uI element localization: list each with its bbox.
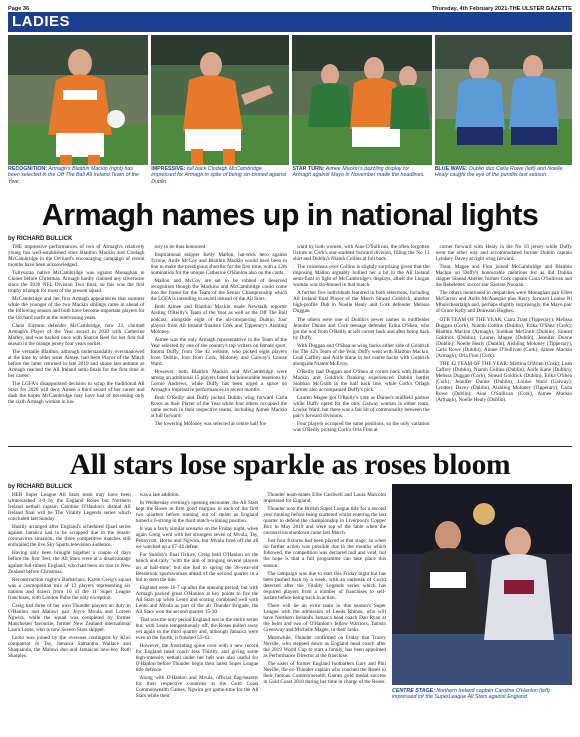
article2-paragraph: The sister of former England footballers Gary and Phil Neville, the ex-Thunder captain who coached the Roses to their famous Commonwealth Games gold medal success in Gold Coast 2018 during her time in charge of the Roses. [263,661,387,686]
page-date-line: Thursday, 4th February 2021-THE ULSTER GAZETTE [431,5,572,12]
netball-photo-caption: CENTRE STAGE: Northern Ireland captain Caroline O'Hanlon (left) impressed for the SuperLeague All Stars against England. [392,688,550,701]
article2-paragraph: In Wednesday evening's opening encounter, the All Stars kept the Roses in firm good margins in each of the first two quarters before running out of steam as England turned a 6-strong in the third match-winning position. [135,500,259,525]
article2-paragraph: Greig had three of her own Thunder players on duty in O'Hanlon and Malawi pair Joyce Mvula and Loreen Ngwira, while the squad was completed by former Manchester favourite, former New Zealand international Laura Leoto, who is now Severn Stars skipper. [8,602,131,633]
article1-paragraph: Clann Eireann defender McCambridge, now 23, claimed Armagh's Player of the Year award in 2020 with Catherine Marley, and was backed once with Sharon Reel for her first full season in the orange jersey four years earlier. [8,322,145,347]
photo-caption-3: STAR TURN: Aimee Mackin's dazzling display for Armagh against Mayo in November made the headlines. [292,166,425,179]
article1-paragraph: ward by both women, with Aine O'Sullivan, the often forgotten fixture in Cork's star-studded forward division, filling the No 13 shirt and Dublin's Niamh Collins at full back. [293,244,430,263]
photo-netball-match [392,484,572,685]
photo-strip [8,35,572,165]
article1-paragraph: Inspirational skipper Kelly Mallon, hat-trick hero against Tyrone, Aoife McCoy and Blaithin Mackin would have been in line to make the prestigious shortlist for the first time, with a 12th nomination for the unique Catherine O'Hanlon also on the cards. [150,252,287,277]
article1-paragraph: Mallon and McCoy are set to be robbed of deserved recognition though the Mackins and McCambridge could come into the frame for the Team of the Senior Championship which the LGFA is intending to award instead of the All Stars. [150,278,287,303]
article1-paragraph: Four players occupied the same positions, so the only variation was O'Reilly picking Cork's Orla Finn at [293,421,430,434]
article1-paragraph: THE 42 TEAM OF THE YEAR: Martina O'Brien (Cork); Leah Caffrey (Dublin), Niamh Collins (Dublin), Aoife Kane (Dublin); Melissa Duggan (Cork), Sinead Goldrick (Dublin), Erika O'Shea (Cork); Jennifer Dunne (Dublin), Louise Ward (Galway); Lyndsey Davey (Dublin), Aishling Moloney (Tipperary), Carla Rowe (Dublin); Aine O'Sullivan (Cork), Aimee Mackin (Armagh), Noelle Healy (Dublin). [435,360,572,404]
article2-paragraph: It was a fairly similar scenario on the Friday night, when again Greig went with her strongest seven of Mvula, Tay, Pennycott, Horns and Ngwira, but Mvula fired off the all we watched up a 67-44 defeat. [135,526,259,551]
article2-headline: All stars lose sparkle as roses bloom [69,449,511,481]
article1-paragraph: McCambridge and her first Armagh appearances that summer while the younger of the two Mackin siblings came in ahead of the following season and both have become important players for the Orchard outfit in the intervening years. [8,296,145,321]
article2-paragraph: Thunder team-mates Ellie Cardwell and Laura Malcolm impressed for England. [263,492,387,505]
article2-paragraph: However, the frustrating spine over with a new record for England head coach Jess Thirlby, and giving some high-intensity netball under her belt was also useful for O'Hanlon before Thunder begin their latest Super League title defence. [135,643,259,674]
article2-paragraph: Meanwhile, Thunder confirmed on Friday that Tracey Neville, who stepped down as England head coach after the 2019 World Cup to start a family, has been appointed as Performance Director at the franchise. [263,635,387,660]
article2-paragraph: Hastily arranged after England's scheduled Quad series against Jamaica had to be scrapped due to the drastic coronavirus situation, the three competitive matches still enthralled the live Sky Sports television audience. [8,524,131,549]
caption-strip [8,166,572,196]
article1-paragraph: Lauren Magee got O'Reilly's vote as Dunne's midfield partner while Duffy opted for the only Galway woman in either team, Louise Ward, but there was a fair bit of commonality between the pair's forward divisions. [293,395,430,420]
article2-paragraph: Reconstruction rugby's Barbarians, Karen Greig's squad was a cosmopolitan mix of 13 players representing six nations and drawn from 10 of the 11 Super League franchises, with London Pulse the only exception. [8,576,131,601]
article1-paragraph: However, both Blaithin Mackin and McCambridge were among an additional 15 players listed for honourable mentions by Cornie Andrews, while Duffy has been urged a space on Armagh's impressive performances in recent months. [150,368,287,394]
article2-paragraph: Leoto was joined by the overseas contingent by Kiwi compatriot Jo Tay, Jamaica Samantha Wallace and Shaquanda, the Malawi duo and Jamaican new-boy Ruth Sharples. [8,635,131,660]
article2-paragraph: Thunder won the British Super League title for a second year running before being scattered whilst entering the last quarter to defend the championship in Liverpool's Copper Box in May 2019 and were top of the table when the coronavirus shutdown came last March. [263,506,387,537]
article1-paragraph: The others mentioned in despatches were Monaghan pair Ellen McCarron and Aoife McAnespie plus Kerry forward Louise Ni Mhuircheartaigh and, perhaps slightly surprisingly, the Mayo pair of Grace Kelly and Doireann Hughes. [435,290,572,315]
article2-paragraph: Having only been brought together a couple of days before the first Test, the All Stars were at a disadvantage against full-timers England, who had been on tour to New Zealand before Christmas. [8,550,131,575]
article1-paragraph: Treat, Magee and Finn joined McCambridge and Blaithin Mackin on Duffy's honourable mentions list as did Dublin skipper Sinead Aherne, former Cork captain Ciara O'Sullivan and the Rebelettes' soccer star Saoirse Noonan. [435,264,572,289]
article2-paragraph: For Sunday's final fixture, Greig held O'Hanlon on the bench and rally "with the aim of bringing several players on at half-time" but she had to spring the 36-year-old Bessbrook sportswoman ahead of the second quarter in a bid to stem the tide. [135,552,259,583]
section-banner: LADIES [8,12,572,32]
article1-paragraph: A further five individuals featured in both selections, including All Ireland final Player of the Match Sinead Goldrick, another high-profile Dub in Noelle Healy and Cork defender Melissa Duggan. [293,290,430,315]
article1-paragraph: OTB TEAM OF THE YEAR: Ciara Trant (Tipperary); Melissa Duggan (Cork), Niamh Collins (Dublin), Erika O'Shea (Cork); Blaithin Mackin (Armagh), Siobhan McGrath (Dublin), Sinead Goldrick (Dublin); Lauren Magee (Dublin), Jennifer Dunne (Dublin); Noelle Healy (Dublin), Aishling Moloney (Tipperary), Carla Rowe (Dublin); Aimee O'Sullivan (Cork), Aimee Mackin (Armagh), Orla Finn (Cork). [435,316,572,359]
article1-column [151,244,288,435]
article1-paragraph: The LGFA's disappointed decision to scrap the traditional All Stars for 2020 will deny Aimee a third award of her career and dash the hopes McCambridge may have had of becoming only the sixth Armagh woman in his- [8,380,145,406]
article2-byline: by RICHARD BULLICK [8,484,73,490]
photo-clodagh-mccambridge [151,35,289,165]
section-divider [8,446,572,447]
article2-paragraph: HER Super League All Stars team may have been whitewashed 3-0 by the England Roses but Northern Ireland netball captain Caroline O'Hanlon's dismal All Ireland final will be The Vitality Legends series which concluded last Sunday. [8,492,131,523]
article1-paragraph: O'Reilly had Duggan and O'Shea at corner back with Blaithin Mackin and Goldrick flanking experienced Dublin battler Siobhan McGrath in the half back line, while Cork's Orlagh Farmer also accompanied Duffy's pick. [293,368,430,394]
article2-paragraph: England were 16-7 up after the opening period, but with Armagh packed great O'Hanlon at key points to fire the All Stars up when Leoto and scoring combined well with Leoto and Mvula as part of the all Thunder Brigade, the All Stars won the second quarter 15-10. [135,584,259,615]
article1-columns [8,244,572,435]
article2-paragraph: was a late addition. [139,492,180,498]
photo-caption-2: IMPRESSIVE: full back Clodagh McCambridge impressed for Armagh in spite of being sin-binned against Dublin. [151,166,287,185]
article1-paragraph: The versatile Blaithin, although understandably overshadowed at the time by older sister Aimee, had been Player of the Match before the latter returned in late 2019 and shone last autumn as Armagh reached the All Ireland semi-finals for the first time in her career. [8,348,145,379]
article1-paragraph: The others were one of Dublin's newer names in midfielder Jennifer Dunne and Cork teenage defender Erika O'Shea, who got the nod from O'Reilly at left corner back and after being back by Duffy. [293,316,430,341]
article1-paragraph: Both O'Reilly and Duffy picked Dublin wing forward Carla Rowe as their Player of the Year while four others occupied the same sectors in their respective teams, including Aimee Mackin at full forward. [150,395,287,420]
article1-column [8,244,145,435]
article1-paragraph: Both Aimee and Blaithin Mackin made Newstalk reporter Aisling O'Reilly's Team of the Year as well as the Off The Ball podcast, alongside eight of the all-conquering Dublin, four players from All Ireland finalists Cork and Tipperary's Aishling Moloney. [150,304,287,335]
article1-paragraph: Tullysaran native McCambridge was against Monaghan in Clones before Christmas. Armagh hardly claimed any silverware since the 2020 NFL Division Two final, so this was the first trophy triumph for most of the present squad. [8,270,145,295]
article1-column [436,244,573,435]
article2-columns [8,492,386,702]
photo-caption-1: RECOGNITION: Armagh's Blaithin Mackin (right) has been selected in the Off The Ball All Ireland Team of the Year. [8,166,139,185]
article1-paragraph: tory to be thus honoured. [154,244,207,250]
article1-headline: Armagh names up in national lights [41,198,539,232]
article1-body [8,236,572,446]
photo-aimee-mackin [292,35,431,165]
article2-body [8,484,386,732]
article1-paragraph: THE impressive performances of two of Armagh's relatively young but well-established stars Blaithin Mackin and Clodagh McCambridge in the Orchard's encouraging campaign of recent months have been acknowledged. [8,244,145,269]
article2-paragraph: Just four fixtures had been played at that stage, so when no further action was possible due to the months which followed, the competition was declared null and void, but the hope is that a full programme can take place this season. [263,538,387,569]
article1-paragraph: The towering Moloney was selected at centre half for- [154,421,268,428]
article2-column [8,492,131,702]
article2-paragraph: The campaign was due to start this Friday night but has been pushed back by a week, with an outbreak of Covid detected after the Vitality Legends series which has required players from a number of franchises to self-isolate before being back in action. [263,570,387,601]
article1-paragraph: The consensus over Collins is slightly surprising given that the imposing Mallon arguably bullied her a bit in the All Ireland semi-final in light of McCambridge's displays, albeit the Lurgan woman was sin-binned in that match. [293,264,430,289]
article1-paragraph: Aimee was the only Armagh representative in the Team of the Year selected by one of the country's top writers on female sport, Emma Duffy, from The 42 website, who picked eight players from Dublin, four from Cork, Moloney and Galway's Louise Ward. [150,336,287,367]
article2-column [136,492,259,702]
article2-paragraph: There will be an extra team in this season's Super League with the admission of Leeds Rhinos, who will have Northern Ireland's Jamaica head coach Dan Ryan at the helm and two of O'Hanlon's fellow Warriors, Tamsin Greenway and Michelle Magee, in their ranks. [263,602,387,633]
photo-blaithin-mackin [8,35,148,165]
article1-paragraph: corner forward with Healy in the No 10 jersey while Duffy went the other way and accommodated former Dublin captain Lyndsey Davey at right wing forward. [435,244,572,263]
article2-paragraph: That was the only period England lost in the entire series but, with Leoto tempestuously off, the Roses pulled away yet again in the third quarter and, although Jamaica were even in the fourth, it finished 55-43. [135,616,259,642]
article2-column [263,492,386,702]
photo-caption-4: BLUE WAVE: Dublin duo Carla Rowe (left) and Noelle Healy caught the eye of the pundits last season. [434,166,563,179]
page-number: Page 36 [8,5,30,12]
article1-byline: by RICHARD BULLICK [8,236,73,242]
article1-paragraph: With Duggan and O'Shea as wing backs either side of Goldrick for The 42's Team of the Year, Duffy went with Blaithin Mackin, Leah Caffrey and Aoife Kane in her centre backs with Goldrick alongside Niamh McEvoy. [293,342,430,367]
photo-dublin-duo [435,35,572,165]
article1-column [293,244,430,435]
article2-paragraph: Along with O'Hanlon and Mvula, official flag-bearers for their respective countries at the Gold Coast Commonwealth Games, Ngwira got game-time for the All Stars while their [135,675,259,700]
